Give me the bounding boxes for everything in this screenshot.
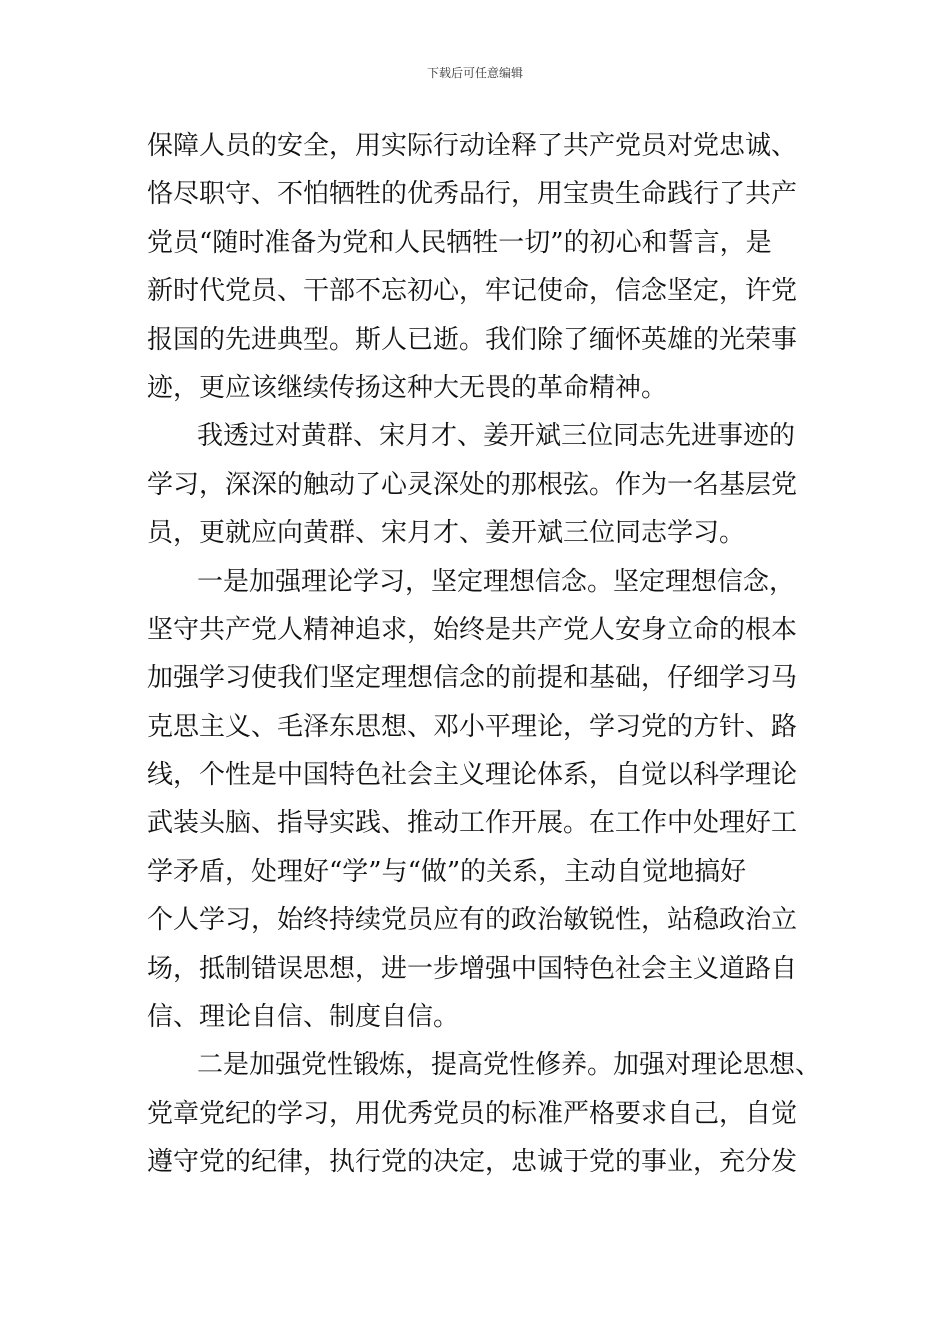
text-line: 党章党纪的学习，用优秀党员的标准严格要求自己，自觉 <box>147 1098 798 1129</box>
text-line: 一是加强理论学习，坚定理想信念。坚定理想信念， <box>197 566 796 597</box>
text-line: 迹，更应该继续传扬这种大无畏的革命精神。 <box>147 372 668 403</box>
text-line: 线，个性是中国特色社会主义理论体系，自觉以科学理论 <box>147 760 798 791</box>
text-line: 我透过对黄群、宋月才、姜开斌三位同志先进事迹的 <box>197 421 796 452</box>
text-line: 新时代党员、干部不忘初心，牢记使命，信念坚定，许党 <box>147 276 798 307</box>
text-line: 员，更就应向黄群、宋月才、姜开斌三位同志学习。 <box>147 518 746 549</box>
text-line: 报国的先进典型。斯人已逝。我们除了缅怀英雄的光荣事 <box>147 324 798 355</box>
text-line: 学习，深深的触动了心灵深处的那根弦。作为一名基层党 <box>147 469 798 500</box>
text-line: 加强学习使我们坚定理想信念的前提和基础，仔细学习马 <box>147 663 798 694</box>
text-line: 坚守共产党人精神追求，始终是共产党人安身立命的根本 <box>147 614 798 645</box>
text-line: 党员“随时准备为党和人民牺牲一切”的初心和誓言，是 <box>147 227 772 258</box>
text-line: 个人学习，始终持续党员应有的政治敏锐性，站稳政治立 <box>147 905 798 936</box>
text-line: 恪尽职守、不怕牺牲的优秀品行，用宝贵生命践行了共产 <box>147 179 798 210</box>
text-line: 场，抵制错误思想，进一步增强中国特色社会主义道路自 <box>147 953 798 984</box>
text-line: 遵守党的纪律，执行党的决定，忠诚于党的事业，充分发 <box>147 1147 798 1178</box>
text-line: 武装头脑、指导实践、推动工作开展。在工作中处理好工 <box>147 808 798 839</box>
text-line: 学矛盾，处理好“学”与“做”的关系，主动自觉地搞好 <box>147 856 747 887</box>
text-line: 克思主义、毛泽东思想、邓小平理论，学习党的方针、路 <box>147 711 798 742</box>
document-body <box>147 122 822 1187</box>
text-line: 信、理论自信、制度自信。 <box>147 1002 460 1033</box>
page-header-note: 下载后可任意编辑 <box>426 66 523 80</box>
text-line: 保障人员的安全，用实际行动诠释了共产党员对党忠诚、 <box>147 131 798 161</box>
text-line: 二是加强党性锻炼，提高党性修养。加强对理论思想、 <box>197 1050 822 1081</box>
